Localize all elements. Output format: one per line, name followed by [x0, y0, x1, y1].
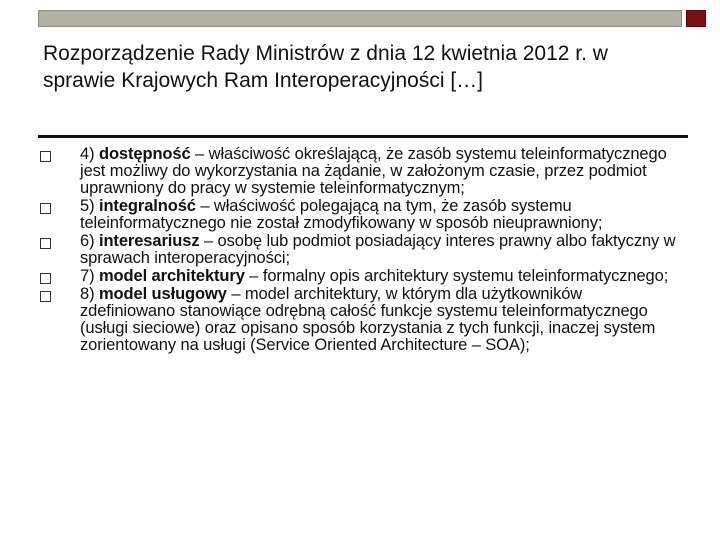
- item-prefix: 6): [80, 232, 99, 250]
- title-bar-decoration: [38, 10, 682, 27]
- item-definition: – właściwość określającą, że zasób systemu teleinformatycznego jest możliwy do wykorzystania na żądanie, w założonym czasie, przez podmiot uprawniony do pracy w systemie teleinformatycznym;: [80, 145, 667, 197]
- item-prefix: 5): [80, 197, 99, 215]
- checkbox-bullet-icon: [40, 291, 51, 302]
- item-text: [80, 233, 680, 267]
- item-prefix: 7): [80, 267, 99, 285]
- list-item: [40, 146, 680, 197]
- corner-accent-box: [686, 10, 706, 27]
- checkbox-bullet-icon: [40, 203, 51, 214]
- item-definition: – właściwość polegającą na tym, że zasób systemu teleinformatycznego nie został zmodyfikowany w sposób nieuprawniony;: [80, 197, 603, 232]
- item-term: model architektury: [98, 267, 245, 285]
- list-item: [40, 286, 680, 354]
- item-definition: – model architektury, w którym dla użytkowników zdefiniowano stanowiące odrębną całość funkcje systemu teleinformatycznego (usługi sieciowe) oraz opisano sposób korzystania z tych funkcji, inaczej system zorientowany na usługi (Service Oriented Architecture – SOA);: [80, 285, 656, 354]
- item-term: interesariusz: [98, 232, 200, 250]
- checkbox-bullet-icon: [40, 151, 51, 162]
- item-prefix: 8): [80, 285, 99, 303]
- item-definition: – osobę lub podmiot posiadający interes prawny albo faktyczny w sprawach interoperacyjności;: [80, 232, 676, 267]
- item-term: integralność: [98, 197, 196, 215]
- slide-title: Rozporządzenie Rady Ministrów z dnia 12 kwietnia 2012 r. w sprawie Krajowych Ram Interoperacyjności […]: [43, 42, 608, 92]
- item-text: [80, 198, 680, 232]
- item-term: dostępność: [98, 145, 191, 163]
- definitions-list: [40, 146, 680, 354]
- item-text: [80, 286, 680, 354]
- item-term: model usługowy: [98, 285, 227, 303]
- list-item: [40, 233, 680, 267]
- list-item: [40, 268, 680, 285]
- item-text: [80, 146, 680, 197]
- checkbox-bullet-icon: [40, 238, 51, 249]
- item-definition: – formalny opis architektury systemu teleinformatycznego;: [244, 267, 669, 285]
- title-divider: [38, 135, 688, 138]
- list-item: [40, 198, 680, 232]
- item-prefix: 4): [80, 145, 99, 163]
- item-text: [80, 268, 680, 285]
- checkbox-bullet-icon: [40, 273, 51, 284]
